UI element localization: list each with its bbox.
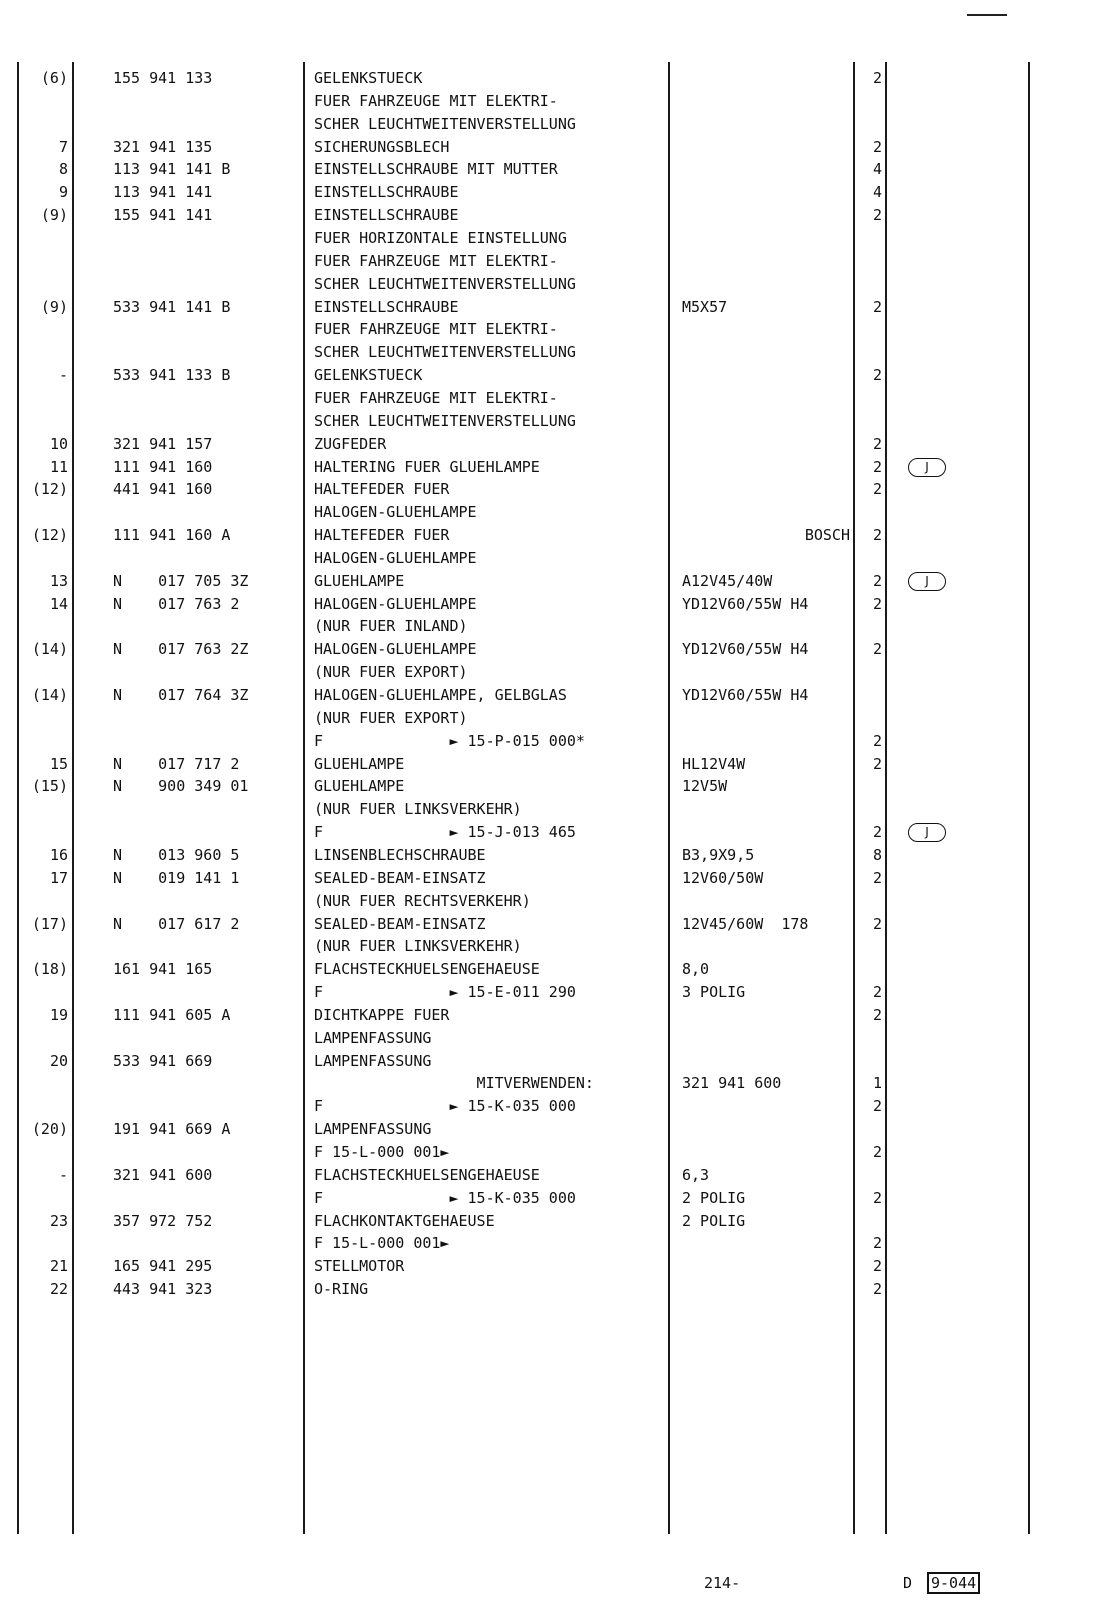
table-row [0, 1095, 1093, 1118]
position-number: 21 [49, 1257, 68, 1276]
quantity: 2 [872, 1188, 882, 1207]
part-description: LAMPENFASSUNG [314, 1028, 432, 1047]
position-number: (15) [31, 777, 68, 796]
part-description: SICHERUNGSBLECH [314, 137, 450, 156]
position-number: - [58, 1165, 68, 1184]
position-number: (9) [40, 297, 68, 316]
quantity: 2 [872, 366, 882, 385]
quantity: 4 [872, 160, 882, 179]
part-description: FUER FAHRZEUGE MIT ELEKTRI- [314, 91, 558, 110]
position-number: 8 [58, 160, 68, 179]
table-row [0, 478, 1093, 501]
part-number: 161 941 165 [113, 960, 213, 979]
table-row [0, 136, 1093, 159]
part-description: HALOGEN-GLUEHLAMPE [314, 503, 477, 522]
table-row [0, 547, 1093, 570]
remark: HL12V4W [682, 754, 746, 773]
position-number: (14) [31, 686, 68, 704]
part-number: 357 972 752 [113, 1211, 213, 1230]
top-dash-mark [967, 14, 1007, 16]
part-number: N 013 960 5 [113, 845, 240, 864]
remark: 3 POLIG [682, 983, 746, 1001]
part-number: 111 941 160 A [113, 526, 231, 544]
remark: 12V45/60W 178 [682, 914, 809, 933]
circled-mark-badge: J [908, 572, 946, 591]
quantity: 2 [872, 823, 882, 842]
part-description: GLUEHLAMPE [314, 777, 405, 796]
table-row [0, 935, 1093, 958]
table-row [0, 524, 1093, 547]
position-number: 15 [49, 754, 68, 773]
table-row [0, 227, 1093, 250]
table-row [0, 67, 1093, 90]
table-row [0, 981, 1093, 1004]
table-row [0, 1187, 1093, 1210]
part-description: HALTERING FUER GLUEHLAMPE [314, 457, 540, 476]
part-description: GELENKSTUECK [314, 366, 423, 385]
remark: 2 POLIG [682, 1188, 746, 1207]
quantity: 2 [872, 457, 882, 476]
part-number: 111 941 160 [113, 457, 213, 476]
table-row [0, 296, 1093, 319]
part-number: 111 941 605 A [113, 1005, 231, 1024]
part-description: HALOGEN-GLUEHLAMPE [314, 548, 477, 567]
part-description: (NUR FUER LINKSVERKEHR) [314, 800, 522, 819]
part-description: F ► 15-K-035 000 [314, 1188, 576, 1207]
part-description: ZUGFEDER [314, 434, 387, 453]
part-description: LAMPENFASSUNG [314, 1120, 432, 1139]
table-row [0, 1027, 1093, 1050]
quantity: 8 [872, 845, 882, 864]
table-row [0, 1141, 1093, 1164]
part-description: FLACHSTECKHUELSENGEHAEUSE [314, 1165, 540, 1184]
table-row [0, 1255, 1093, 1278]
circled-mark-badge: J [908, 823, 946, 842]
position-number: 10 [49, 434, 68, 453]
table-row [0, 707, 1093, 730]
table-row [0, 456, 1093, 479]
quantity: 1 [872, 1074, 882, 1093]
remark: 12V5W [682, 777, 728, 796]
part-number: N 900 349 01 [113, 777, 249, 796]
table-row [0, 387, 1093, 410]
table-row [0, 1278, 1093, 1301]
quantity: 2 [872, 434, 882, 453]
table-row [0, 181, 1093, 204]
table-row [0, 1118, 1093, 1141]
part-description: F ► 15-E-011 290 [314, 983, 576, 1001]
part-number: 321 941 600 [113, 1165, 213, 1184]
position-number: 22 [49, 1280, 68, 1299]
table-row [0, 867, 1093, 890]
part-number: N 017 705 3Z [113, 571, 249, 590]
position-number: (12) [31, 526, 68, 544]
part-description: EINSTELLSCHRAUBE [314, 297, 459, 316]
quantity: 2 [872, 1280, 882, 1299]
part-description: FUER FAHRZEUGE MIT ELEKTRI- [314, 388, 558, 407]
quantity: 2 [872, 914, 882, 933]
remark: 321 941 600 [682, 1074, 782, 1093]
table-row [0, 318, 1093, 341]
table-row [0, 958, 1093, 981]
position-number: 23 [49, 1211, 68, 1230]
quantity: 2 [872, 69, 882, 87]
quantity: 2 [872, 1097, 882, 1116]
table-row [0, 753, 1093, 776]
quantity: 4 [872, 183, 882, 202]
part-description: F 15-L-000 001► [314, 1143, 450, 1161]
part-description: LINSENBLECHSCHRAUBE [314, 845, 486, 864]
quantity: 2 [872, 571, 882, 590]
table-row [0, 1164, 1093, 1187]
position-number: 16 [49, 845, 68, 864]
table-row [0, 90, 1093, 113]
quantity: 2 [872, 1234, 882, 1253]
part-number: N 017 763 2 [113, 594, 240, 613]
remark: BOSCH [804, 526, 850, 544]
table-row [0, 341, 1093, 364]
part-number: 155 941 141 [113, 206, 213, 225]
part-number: 113 941 141 B [113, 160, 231, 179]
part-description: FLACHSTECKHUELSENGEHAEUSE [314, 960, 540, 979]
remark: YD12V60/55W H4 [682, 640, 809, 659]
position-number: 20 [49, 1051, 68, 1070]
part-description: O-RING [314, 1280, 369, 1299]
part-description: STELLMOTOR [314, 1257, 405, 1276]
quantity: 2 [872, 526, 882, 544]
part-number: 113 941 141 [113, 183, 213, 202]
quantity: 2 [872, 640, 882, 659]
table-row [0, 730, 1093, 753]
part-number: 165 941 295 [113, 1257, 213, 1276]
part-number: 191 941 669 A [113, 1120, 231, 1139]
part-number: N 017 763 2Z [113, 640, 249, 659]
table-row [0, 684, 1093, 707]
table-row [0, 364, 1093, 387]
position-number: (20) [31, 1120, 68, 1139]
part-description: GLUEHLAMPE [314, 754, 405, 773]
part-description: (NUR FUER LINKSVERKEHR) [314, 937, 522, 956]
position-number: 13 [49, 571, 68, 590]
part-description: EINSTELLSCHRAUBE [314, 183, 459, 202]
part-description: MITVERWENDEN: [314, 1074, 594, 1093]
part-description: EINSTELLSCHRAUBE [314, 206, 459, 225]
position-number: 19 [49, 1005, 68, 1024]
table-row [0, 410, 1093, 433]
quantity: 2 [872, 1257, 882, 1276]
table-row [0, 1232, 1093, 1255]
part-description: (NUR FUER RECHTSVERKEHR) [314, 891, 531, 910]
part-number: 533 941 133 B [113, 366, 231, 385]
position-number: 14 [49, 594, 68, 613]
part-description: SEALED-BEAM-EINSATZ [314, 914, 486, 933]
part-description: HALOGEN-GLUEHLAMPE, GELBGLAS [314, 686, 567, 704]
table-row [0, 775, 1093, 798]
quantity: 2 [872, 137, 882, 156]
table-row [0, 1210, 1093, 1233]
part-number: 321 941 135 [113, 137, 213, 156]
part-number: N 019 141 1 [113, 868, 240, 887]
part-description: FUER FAHRZEUGE MIT ELEKTRI- [314, 251, 558, 270]
part-number: N 017 717 2 [113, 754, 240, 773]
table-row [0, 501, 1093, 524]
position-number: (12) [31, 480, 68, 499]
table-row [0, 570, 1093, 593]
table-row [0, 1072, 1093, 1095]
part-number: 155 941 133 [113, 69, 213, 87]
quantity: 2 [872, 1143, 882, 1161]
position-number: (9) [40, 206, 68, 225]
part-number: 533 941 141 B [113, 297, 231, 316]
table-row [0, 615, 1093, 638]
part-number: 441 941 160 [113, 480, 213, 499]
part-number: 533 941 669 [113, 1051, 213, 1070]
remark: YD12V60/55W H4 [682, 594, 809, 613]
remark: 12V60/50W [682, 868, 764, 887]
part-description: (NUR FUER EXPORT) [314, 663, 468, 682]
table-row [0, 661, 1093, 684]
page-id-box: 9-044 [927, 1572, 980, 1594]
part-description: F ► 15-P-015 000* [314, 731, 585, 750]
table-row [0, 913, 1093, 936]
remark: A12V45/40W [682, 571, 773, 590]
part-description: EINSTELLSCHRAUBE MIT MUTTER [314, 160, 558, 179]
part-description: HALTEFEDER FUER [314, 526, 450, 544]
remark: YD12V60/55W H4 [682, 686, 809, 704]
part-description: HALTEFEDER FUER [314, 480, 450, 499]
quantity: 2 [872, 868, 882, 887]
part-number: 443 941 323 [113, 1280, 213, 1299]
part-description: FUER HORIZONTALE EINSTELLUNG [314, 229, 567, 247]
position-number: 11 [49, 457, 68, 476]
quantity: 2 [872, 297, 882, 316]
position-number: (17) [31, 914, 68, 933]
part-description: LAMPENFASSUNG [314, 1051, 432, 1070]
table-row [0, 158, 1093, 181]
position-number: 7 [58, 137, 68, 156]
position-number: - [58, 366, 68, 385]
part-description: HALOGEN-GLUEHLAMPE [314, 594, 477, 613]
part-description: (NUR FUER INLAND) [314, 617, 468, 636]
part-description: F 15-L-000 001► [314, 1234, 450, 1253]
table-row [0, 1050, 1093, 1073]
table-row [0, 250, 1093, 273]
part-description: FLACHKONTAKTGEHAEUSE [314, 1211, 495, 1230]
quantity: 2 [872, 594, 882, 613]
part-description: DICHTKAPPE FUER [314, 1005, 450, 1024]
table-row [0, 844, 1093, 867]
quantity: 2 [872, 206, 882, 225]
part-description: (NUR FUER EXPORT) [314, 708, 468, 727]
table-row [0, 890, 1093, 913]
part-description: SCHER LEUCHTWEITENVERSTELLUNG [314, 274, 576, 293]
remark: B3,9X9,5 [682, 845, 755, 864]
part-description: HALOGEN-GLUEHLAMPE [314, 640, 477, 659]
table-row [0, 113, 1093, 136]
part-description: F ► 15-K-035 000 [314, 1097, 576, 1116]
part-number: 321 941 157 [113, 434, 213, 453]
table-row [0, 638, 1093, 661]
remark: 8,0 [682, 960, 710, 979]
part-description: GELENKSTUECK [314, 69, 423, 87]
quantity: 2 [872, 754, 882, 773]
table-row [0, 821, 1093, 844]
table-row [0, 1004, 1093, 1027]
table-row [0, 273, 1093, 296]
section-letter: D [903, 1574, 913, 1592]
table-row [0, 798, 1093, 821]
position-number: (14) [31, 640, 68, 659]
position-number: 9 [58, 183, 68, 202]
remark: 2 POLIG [682, 1211, 746, 1230]
position-number: (18) [31, 960, 68, 979]
table-row [0, 433, 1093, 456]
quantity: 2 [872, 480, 882, 499]
part-description: F ► 15-J-013 465 [314, 823, 576, 842]
remark: M5X57 [682, 297, 728, 316]
circled-mark-badge: J [908, 458, 946, 477]
quantity: 2 [872, 731, 882, 750]
quantity: 2 [872, 1005, 882, 1024]
part-description: SCHER LEUCHTWEITENVERSTELLUNG [314, 343, 576, 362]
table-row [0, 204, 1093, 227]
part-number: N 017 617 2 [113, 914, 240, 933]
position-number: 17 [49, 868, 68, 887]
position-number: (6) [40, 69, 68, 87]
part-description: SEALED-BEAM-EINSATZ [314, 868, 486, 887]
remark: 6,3 [682, 1165, 710, 1184]
table-row [0, 593, 1093, 616]
part-description: SCHER LEUCHTWEITENVERSTELLUNG [314, 114, 576, 133]
part-description: GLUEHLAMPE [314, 571, 405, 590]
quantity: 2 [872, 983, 882, 1001]
page-number: 214- [704, 1574, 741, 1592]
part-number: N 017 764 3Z [113, 686, 249, 704]
page-id [927, 1573, 980, 1593]
part-description: FUER FAHRZEUGE MIT ELEKTRI- [314, 320, 558, 339]
part-description: SCHER LEUCHTWEITENVERSTELLUNG [314, 411, 576, 430]
